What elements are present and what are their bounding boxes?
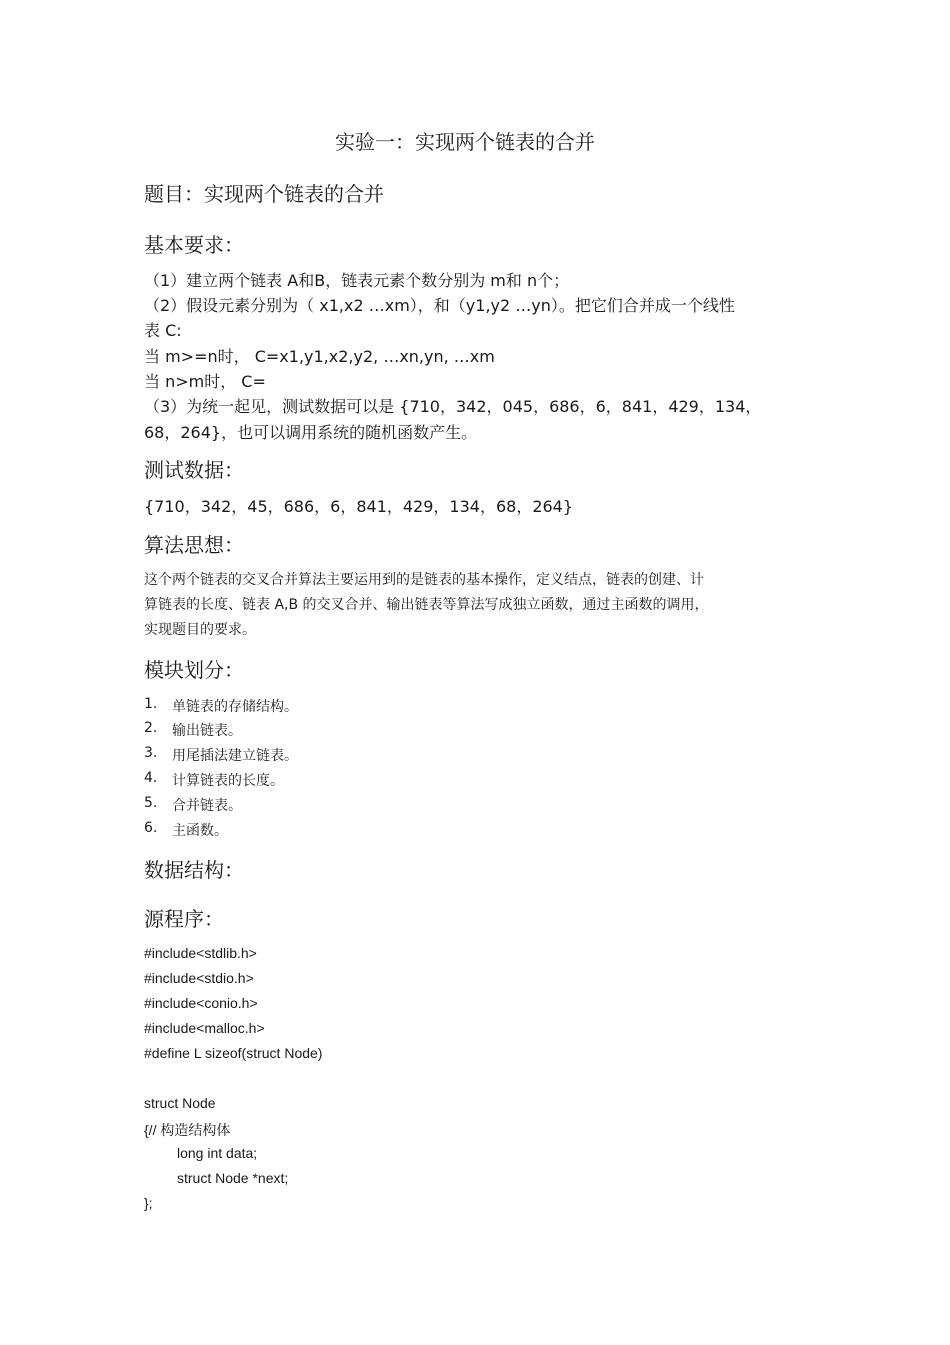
code-line: #include<stdio.h> (144, 970, 254, 986)
list-item (144, 720, 242, 739)
algorithm-line: 这个两个链表的交叉合并算法主要运用到的是链表的基本操作，定义结点，链表的创建、计 (144, 572, 704, 588)
list-item-number: 2. (144, 720, 158, 736)
list-item (144, 820, 228, 839)
code-line: #include<stdlib.h> (144, 945, 257, 961)
requirement-line: 68，264}，也可以调用系统的随机函数产生。 (144, 423, 478, 442)
code-line: #include<conio.h> (144, 995, 258, 1011)
code-line: long int data; (177, 1145, 258, 1161)
code-line: {// 构造结构体 (144, 1122, 231, 1138)
list-item-text: 合并链表。 (172, 798, 242, 814)
requirement-line: （1）建立两个链表 A和B，链表元素个数分别为 m和 n个； (144, 271, 570, 290)
requirement-line: （2）假设元素分别为（ x1,x2 …xm），和（y1,y2 …yn）。把它们合并成一个线性 (144, 296, 735, 315)
topic-heading: 题目：实现两个链表的合并 (144, 182, 384, 206)
code-line: struct Node *next; (177, 1170, 289, 1186)
requirement-line: （3）为统一起见，测试数据可以是 {710，342，045，686，6，841，429，134， (144, 397, 762, 416)
test-data-value: {710，342，45，686，6，841，429，134，68，264} (144, 497, 574, 516)
test-data-heading: 测试数据： (144, 458, 244, 482)
requirement-line: 表 C: (144, 321, 182, 340)
code-line: #define L sizeof(struct Node) (144, 1045, 323, 1061)
list-item-number: 3. (144, 745, 158, 761)
list-item-number: 1. (144, 696, 158, 712)
data-structure-heading: 数据结构： (144, 858, 244, 882)
list-item-text: 主函数。 (172, 823, 228, 839)
source-heading: 源程序： (144, 907, 224, 931)
document-title: 实验一：实现两个链表的合并 (335, 130, 595, 154)
list-item-number: 6. (144, 820, 158, 836)
code-line: }; (144, 1195, 153, 1211)
code-line: #include<malloc.h> (144, 1020, 265, 1036)
list-item (144, 696, 298, 715)
list-item (144, 745, 298, 764)
list-item-text: 用尾插法建立链表。 (172, 748, 298, 764)
algorithm-line: 实现题目的要求。 (144, 622, 256, 638)
requirement-line: 当 m>=n时， C=x1,y1,x2,y2, …xn,yn, …xm (144, 347, 495, 366)
code-line: struct Node (144, 1095, 216, 1111)
algorithm-heading: 算法思想： (144, 533, 244, 557)
list-item-text: 输出链表。 (172, 723, 242, 739)
list-item-number: 4. (144, 770, 158, 786)
list-item-number: 5. (144, 795, 158, 811)
list-item-text: 单链表的存储结构。 (172, 699, 298, 715)
list-item-text: 计算链表的长度。 (172, 773, 284, 789)
list-item (144, 770, 284, 789)
modules-heading: 模块划分： (144, 658, 244, 682)
algorithm-line: 算链表的长度、链表 A,B 的交叉合并、输出链表等算法写成独立函数，通过主函数的调用， (144, 597, 709, 613)
requirement-line: 当 n>m时， C= (144, 372, 266, 391)
list-item (144, 795, 242, 814)
requirements-heading: 基本要求： (144, 233, 244, 257)
